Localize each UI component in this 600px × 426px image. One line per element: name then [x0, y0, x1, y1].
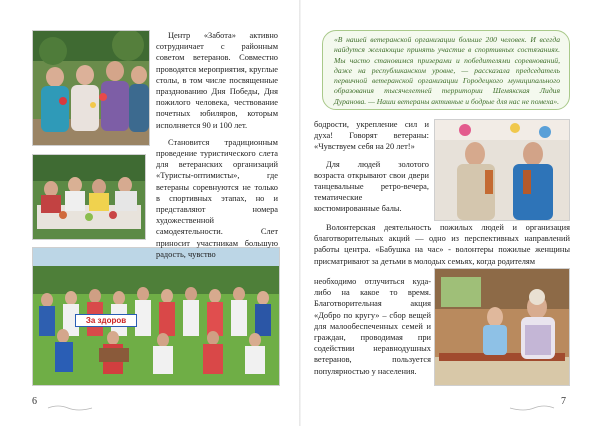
photo-grandmother-child — [434, 268, 570, 386]
photo-team-group — [32, 247, 280, 386]
quote-box — [322, 30, 570, 110]
right-paragraph-4: необходимо отлучиться куда-либо на какое то время. Благотворительная акция «Добро по кругу» – сбор вещей для малообеспеченных семей и граждан, проводимая при содействии неравнодушных ветеранов, пользуется популярностью у населения. — [314, 277, 431, 376]
right-paragraph-1: бодрости, укрепление сил и духа! Говорят ветераны: «Чувствуем себя на 20 лет!» — [314, 120, 429, 152]
page-number-left: 6 — [32, 396, 37, 407]
page-ornament-left — [46, 404, 94, 412]
right-paragraph-3: Волонтерская деятельность пожилых людей и организация благотворительных акций — одно из перспективных направлений работы центра. «Бабушка на час» - волонтеры пожилые женщины присматривают за детьми в молодых семьях, когда родителям — [314, 223, 570, 266]
left-page-text — [156, 30, 278, 260]
page-ornament-right — [508, 404, 556, 412]
photo-women-gifts — [434, 119, 570, 221]
right-paragraph-2: Для людей золотого возраста открывают свои двери танцевальные ретро-вечера, тематические костюмированные балы. — [314, 159, 429, 214]
page-number-right: 7 — [561, 396, 566, 407]
left-paragraph-1: Центр «Забота» активно сотрудничает с районным советом ветеранов. Совместно проводятся мероприятия, круглые столы, в том числе посвященные празднованию Дня Победы, Дня пожилого человека, чествование почетных юбиляров, которым исполняется 90 и 100 лет. — [156, 31, 278, 130]
right-full-width-text — [314, 222, 570, 267]
photo-picnic-table — [32, 154, 146, 240]
photo-banner-text: За здоров — [85, 316, 127, 325]
left-paragraph-2: Становится традиционным проведение туристического слета для ветеранских организаций «Туристы-оптимисты», где ветераны соревнуются не только в спортивных этапах, но и представляют номера художественной самодеятельности. Слет приносит участникам большую радость, чувство — [156, 137, 278, 259]
page-fold — [299, 0, 301, 426]
photo-banner — [75, 314, 137, 327]
quote-text: «В нашей ветеранской организации больше 200 человек. И всегда найдутся желающие принять участие в спортивных состязаниях. Мы часто становимся призерами и победителями соревнований, даже на республиканском уровне, — рассказала председатель первичной ветеранской организации Городецкого муниципального образования тысячелетней территории Шемякская Лидия Дуранова. — Наши ветераны активные и бодрые для нас не помеха». — [334, 35, 560, 106]
photo-veterans-bench — [32, 30, 150, 146]
right-column-1 — [314, 119, 429, 215]
right-column-2 — [314, 276, 431, 377]
